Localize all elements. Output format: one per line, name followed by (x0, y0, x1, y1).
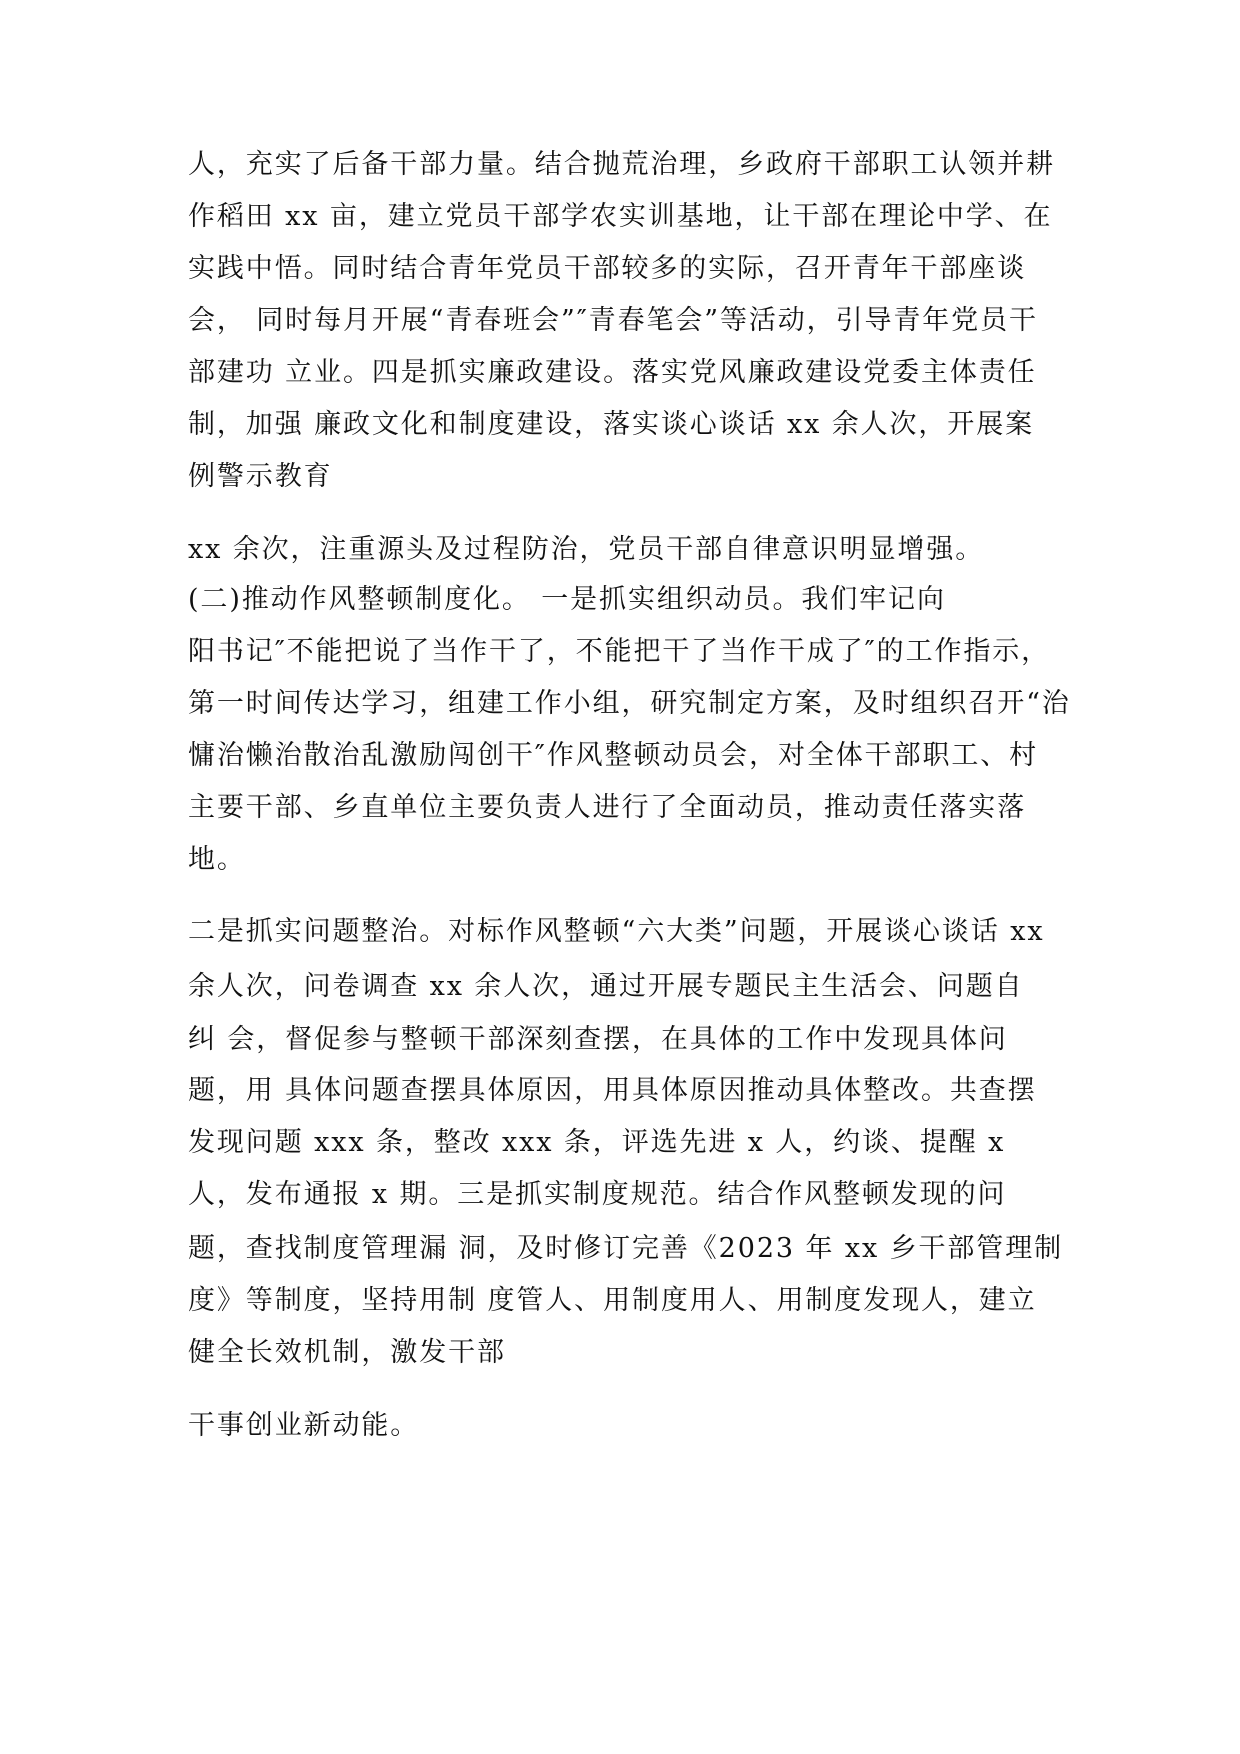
text-line-20: 人，发布通报 x 期。三是抓实制度规范。结合作风整顿发现的问 (188, 1179, 1007, 1210)
text-line-21: 题，查找制度管理漏 洞，及时修订完善《2023 年 xx 乡干部管理制 (188, 1233, 1063, 1264)
text-line-22: 度》等制度，坚持用制 度管人、用制度用人、用制度发现人，建立 (188, 1285, 1037, 1316)
text-line-2: 作稻田 xx 亩，建立党员干部学农实训基地，让干部在理论中学、在 (188, 201, 1053, 232)
text-line-5: 部建功 立业。四是抓实廉政建设。落实党风廉政建设党委主体责任 (188, 357, 1037, 388)
text-line-19: 发现问题 xxx 条，整改 xxx 条，评选先进 x 人，约谈、提醒 x (188, 1127, 1006, 1158)
text-line-3: 实践中悟。同时结合青年党员干部较多的实际，召开青年干部座谈 (188, 253, 1027, 284)
text-line-9: (二)推动作风整顿制度化。 一是抓实组织动员。我们牢记向 (188, 584, 946, 615)
text-line-12: 慵治懒治散治乱激励闯创干″作风整顿动员会，对全体干部职工、村 (188, 740, 1039, 771)
text-line-6: 制，加强 廉政文化和制度建设，落实谈心谈话 xx 余人次，开展案 (188, 409, 1035, 440)
text-line-8: xx 余次，注重源头及过程防治，党员干部自律意识明显增强。 (188, 534, 985, 565)
text-line-14: 地。 (188, 844, 246, 875)
text-line-4: 会， 同时每月开展“青春班会”″青春笔会”等活动，引导青年党员干 (188, 305, 1038, 336)
text-line-16: 余人次，问卷调查 xx 余人次，通过开展专题民主生活会、问题自 (188, 971, 1024, 1002)
text-line-1: 人，充实了后备干部力量。结合抛荒治理，乡政府干部职工认领并耕 (188, 149, 1055, 180)
text-line-7: 例警示教育 (188, 461, 333, 492)
text-line-13: 主要干部、乡直单位主要负责人进行了全面动员，推动责任落实落 (188, 792, 1027, 823)
text-line-10: 阳书记″不能把说了当作干了，不能把干了当作干成了″的工作指示， (188, 636, 1051, 667)
text-line-15: 二是抓实问题整治。对标作风整顿“六大类”问题，开展谈心谈话 xx (188, 916, 1045, 947)
text-line-18: 题，用 具体问题查摆具体原因，用具体原因推动具体整改。共查摆 (188, 1075, 1037, 1106)
text-line-11: 第一时间传达学习，组建工作小组，研究制定方案，及时组织召开“治 (188, 688, 1071, 719)
text-line-17: 纠 会，督促参与整顿干部深刻查摆，在具体的工作中发现具体问 (188, 1024, 1008, 1055)
text-line-24: 干事创业新动能。 (188, 1410, 420, 1441)
text-line-23: 健全长效机制，激发干部 (188, 1337, 506, 1368)
